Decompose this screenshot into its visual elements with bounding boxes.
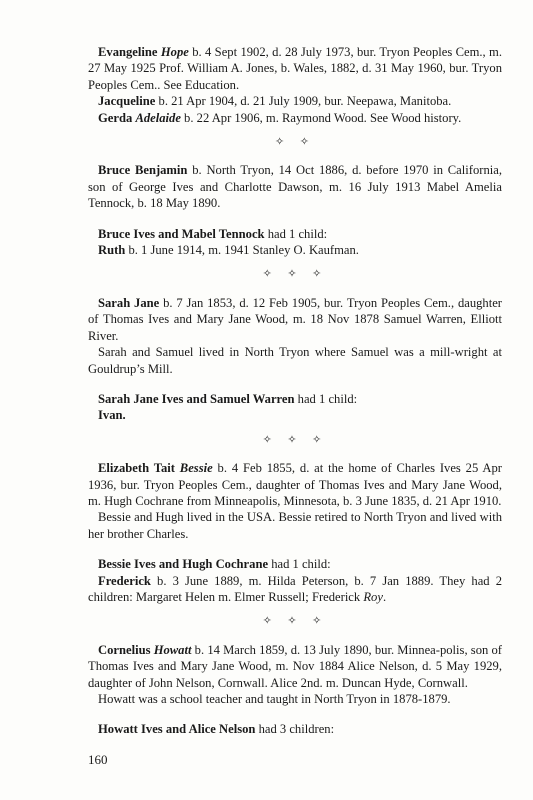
page-number: 160 [88,752,108,767]
parents: Bruce Ives and Mabel Tennock [98,226,265,241]
entry-text: b. 22 Apr 1906, m. Raymond Wood. See Wood history. [180,110,462,125]
name: Evangeline [98,45,158,59]
name: Cornelius [98,642,151,657]
entry-text: b. 21 Apr 1904, d. 21 July 1909, bur. Neepawa, Manitoba. [155,94,452,109]
nickname: Bessie [179,461,213,476]
nickname: Hope [160,45,189,59]
entry-text: b. 4 Feb 1855, d. at the home of Charles Ives 25 Apr 1936, bur. Tryon Peoples Cem., daughter of Thomas Ives and Mary Jane Wood, m. Hugh Cochrane from Minneapolis, Minnesota, b. 3 June 1835, d. 21 Apr 1910. [88,461,502,508]
header-text: had 1 child: [294,391,358,406]
parents: Sarah Jane Ives and Samuel Warren [98,391,295,406]
paragraph-howatt: Howatt was a school teacher and taught in North Tryon in 1878-1879. [98,692,451,706]
name: Ivan. [98,408,126,423]
entry-sarah-jane [88,295,502,344]
entry-text: b. 14 March 1859, d. 13 July 1890, bur. Minnea-polis, son of Thomas Ives and Mary Jane Wood, m. Nov 1884 Alice Nelson, d. 5 May 1929, daughter of John Nelson, Cornwall. Alice 2nd. m. Duncan Hyde, Cornwall. [88,642,502,690]
entry-text: b. North Tryon, 14 Oct 1886, d. before 1970 in California, son of George Ives and Charlotte Dawson, m. 16 July 1913 Mabel Amelia Tennock, b. 18 May 1890. [88,163,502,211]
children-header-sarah [88,391,502,407]
entry-text: b. 4 Sept 1902, d. 28 July 1973, bur. Tryon Peoples Cem., m. 27 May 1925 Prof. William A. Jones, b. Wales, 1882, d. 31 May 1960, bur. Tryon Peoples Cem.. See Education. [88,45,502,92]
name: Frederick [98,573,151,588]
children-header-howatt [88,721,502,737]
entry-text: b. 7 Jan 1853, d. 12 Feb 1905, bur. Tryon Peoples Cem., daughter of Thomas Ives and Mary Jane Wood, m. 18 Nov 1878 Samuel Warren, Elliott River. [88,295,503,343]
nickname: Adelaide [135,110,181,125]
paragraph-bessie-hugh: Bessie and Hugh lived in the USA. Bessie retired to North Tryon and lived with her brother Charles. [88,510,502,541]
section-ornament: ✧ ✧ [275,135,315,149]
name: Elizabeth Tait [98,461,175,476]
entry-elizabeth [88,460,502,509]
name: Sarah Jane [98,295,160,310]
entry-gerda [88,110,502,126]
nickname: Howatt [153,642,192,657]
section-ornament: ✧ ✧ ✧ [262,267,328,281]
name: Gerda [98,110,133,125]
entry-frederick [88,573,502,606]
entry-bruce [88,162,502,211]
entry-text: b. 1 June 1914, m. 1941 Stanley O. Kaufman. [125,243,359,258]
header-text: had 3 children: [255,722,335,737]
children-header-bessie [88,556,502,572]
page-body [88,44,502,738]
section-ornament: ✧ ✧ ✧ [262,614,328,628]
name: Jacqueline [98,94,156,109]
entry-evangeline [88,44,502,93]
parents: Bessie Ives and Hugh Cochrane [98,557,269,572]
name: Bruce Benjamin [98,163,188,178]
header-text: had 1 child: [264,226,328,241]
entry-cornelius [88,642,502,691]
entry-ruth [88,242,502,258]
nickname: Roy [363,589,383,604]
entry-ivan [88,407,502,423]
children-header-bruce [88,226,502,242]
entry-jacqueline [88,93,502,109]
entry-text-end: . [382,589,387,604]
header-text: had 1 child: [268,557,331,572]
section-ornament: ✧ ✧ ✧ [262,432,328,446]
entry-text: b. 3 June 1889, m. Hilda Peterson, b. 7 Jan 1889. They had 2 children: Margaret Helen m. Elmer Russell; Frederick [88,573,502,604]
parents: Howatt Ives and Alice Nelson [98,722,256,737]
paragraph-sarah-samuel: Sarah and Samuel lived in North Tryon where Samuel was a mill-wright at Gouldrup’s Mill. [88,345,502,376]
name: Ruth [98,243,126,258]
